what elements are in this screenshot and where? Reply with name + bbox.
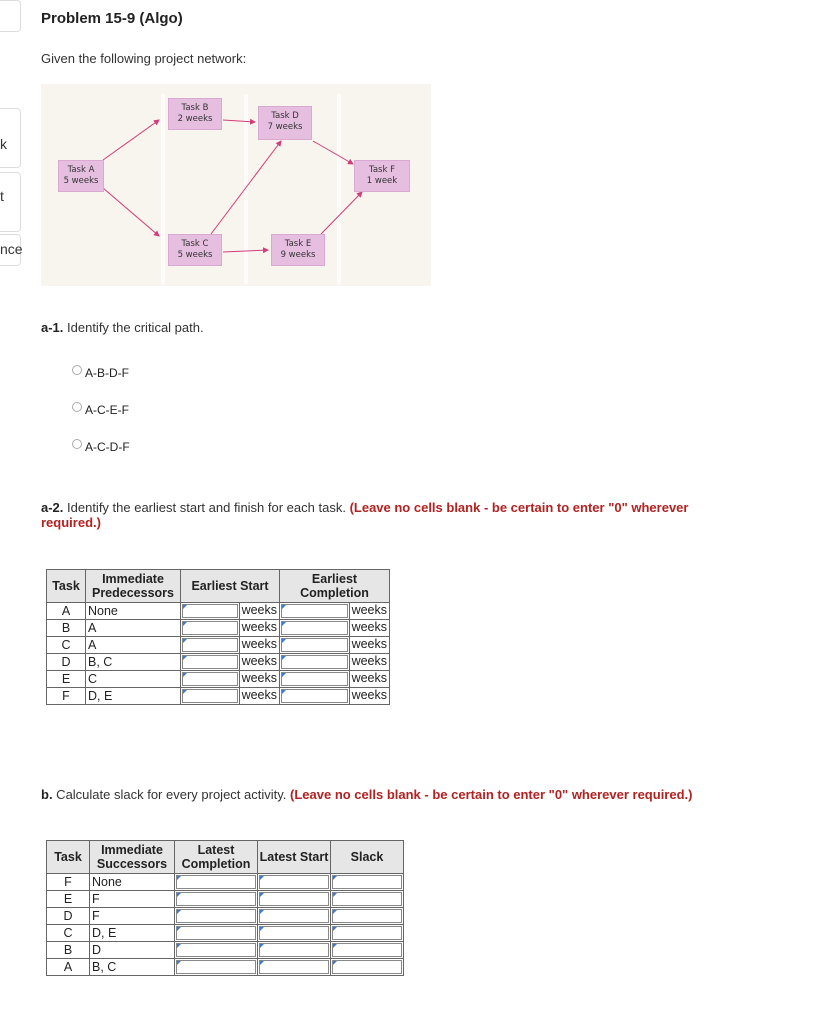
header-immediate-predecessors: Immediate Predecessors [86,570,181,603]
task-c-duration: 5 weeks [177,250,213,260]
slack-input[interactable] [332,909,402,923]
option-a-c-e-f[interactable] [72,403,129,417]
option-label: A-C-E-F [85,403,129,417]
header-earliest-completion: Earliest Completion [280,570,390,603]
task-cell: B [47,942,90,959]
arrow-c-d [211,141,281,234]
task-d-duration: 7 weeks [267,122,303,132]
earliest-completion-input[interactable] [281,621,348,635]
unit-label: weeks [239,654,279,670]
earliest-start-input[interactable] [182,638,238,652]
successor-cell: D, E [90,925,175,942]
task-b-node [168,98,222,130]
successor-cell: B, C [90,959,175,976]
table-row [47,603,390,620]
table-row [47,874,404,891]
task-f-name: Task F [369,165,395,175]
slack-input[interactable] [332,875,402,889]
radio-circle-icon[interactable] [72,402,82,412]
unit-label: weeks [349,654,389,670]
task-c-name: Task C [181,239,209,249]
task-cell: A [47,603,86,620]
table-row [47,654,390,671]
task-f-duration: 1 week [366,176,398,186]
earliest-start-input[interactable] [182,655,238,669]
task-b-duration: 2 weeks [177,114,213,124]
latest-completion-input[interactable] [176,960,256,974]
sidebar-fragment-1[interactable]: k [0,136,7,152]
radio-circle-icon[interactable] [72,439,82,449]
earliest-start-input[interactable] [182,604,238,618]
radio-circle-icon[interactable] [72,365,82,375]
earliest-start-input[interactable] [182,621,238,635]
table-row [47,671,390,688]
earliest-completion-input[interactable] [281,689,348,703]
option-a-c-d-f[interactable] [72,440,130,454]
table-row [47,637,390,654]
unit-label: weeks [349,603,389,619]
question-b-text: Calculate slack for every project activity. [52,787,291,802]
earliest-completion-input[interactable] [281,604,348,618]
task-e-name: Task E [284,239,312,249]
task-cell: B [47,620,86,637]
task-cell: F [47,688,86,705]
unit-label: weeks [349,688,389,704]
task-cell: C [47,637,86,654]
successor-cell: F [90,891,175,908]
header-earliest-start: Earliest Start [181,570,280,603]
question-a2-number: a-2. [41,500,64,515]
latest-completion-input[interactable] [176,875,256,889]
project-network-diagram [41,84,431,286]
unit-label: weeks [239,620,279,636]
earliest-times-table [46,569,390,705]
latest-completion-input[interactable] [176,909,256,923]
question-a1-number: a-1. [41,320,64,335]
earliest-completion-input[interactable] [281,638,348,652]
header-slack: Slack [331,841,404,874]
table-row [47,925,404,942]
successor-cell: None [90,874,175,891]
arrow-b-d [223,120,255,122]
option-label: A-C-D-F [85,440,130,454]
option-label: A-B-D-F [85,366,129,380]
predecessor-cell: D, E [86,688,181,705]
task-e-duration: 9 weeks [280,250,316,260]
latest-start-input[interactable] [259,892,329,906]
problem-intro: Given the following project network: [41,51,247,66]
task-cell: D [47,654,86,671]
earliest-completion-input[interactable] [281,655,348,669]
latest-completion-input[interactable] [176,943,256,957]
task-a-name: Task A [67,165,95,175]
task-a-duration: 5 weeks [63,176,99,186]
sidebar-fragment-2[interactable]: t [0,188,4,204]
latest-completion-input[interactable] [176,926,256,940]
slack-input[interactable] [332,943,402,957]
predecessor-cell: A [86,620,181,637]
task-cell: F [47,874,90,891]
arrow-a-b [103,120,159,160]
sidebar-card-top[interactable] [0,0,21,32]
arrow-a-c [103,188,159,236]
task-d-name: Task D [271,111,299,121]
slack-input[interactable] [332,926,402,940]
option-a-b-d-f[interactable] [72,366,129,380]
latest-start-input[interactable] [259,960,329,974]
arrow-c-e [223,250,268,252]
header-task: Task [47,841,90,874]
question-b [41,787,801,802]
latest-start-input[interactable] [259,943,329,957]
predecessor-cell: B, C [86,654,181,671]
problem-title: Problem 15-9 (Algo) [41,10,183,27]
question-a1 [41,320,204,335]
unit-label: weeks [239,671,279,687]
earliest-completion-input[interactable] [281,672,348,686]
table-row [47,688,390,705]
task-b-name: Task B [181,103,209,113]
table-row [47,891,404,908]
table-row [47,620,390,637]
predecessor-cell: None [86,603,181,620]
unit-label: weeks [349,637,389,653]
header-latest-start: Latest Start [258,841,331,874]
header-task: Task [47,570,86,603]
task-cell: A [47,959,90,976]
latest-start-input[interactable] [259,909,329,923]
latest-start-input[interactable] [259,875,329,889]
task-cell: C [47,925,90,942]
task-e-node [271,234,325,266]
table-row [47,908,404,925]
predecessor-cell: C [86,671,181,688]
sidebar-fragment-3[interactable]: nce [0,241,23,257]
earliest-start-input[interactable] [182,672,238,686]
arrow-e-f [321,192,362,234]
header-latest-completion: Latest Completion [175,841,258,874]
arrow-d-f [313,141,353,164]
question-b-instruction: (Leave no cells blank - be certain to enter "0" wherever required.) [290,787,693,802]
slack-table [46,840,404,976]
task-cell: E [47,891,90,908]
earliest-start-input[interactable] [182,689,238,703]
header-immediate-successors: Immediate Successors [90,841,175,874]
unit-label: weeks [349,671,389,687]
task-cell: E [47,671,86,688]
unit-label: weeks [349,620,389,636]
question-a1-text: Identify the critical path. [63,320,204,335]
question-a2-text: Identify the earliest start and finish for each task. [63,500,350,515]
task-f-node [354,160,410,192]
latest-start-input[interactable] [259,926,329,940]
unit-label: weeks [239,603,279,619]
task-c-node [168,234,222,266]
latest-completion-input[interactable] [176,892,256,906]
table-row [47,942,404,959]
unit-label: weeks [239,688,279,704]
successor-cell: F [90,908,175,925]
task-d-node [258,106,312,140]
question-a2 [41,500,731,530]
slack-input[interactable] [332,892,402,906]
predecessor-cell: A [86,637,181,654]
question-b-number: b. [41,787,53,802]
task-a-node [58,160,104,192]
task-cell: D [47,908,90,925]
unit-label: weeks [239,637,279,653]
question-a2-instruction: (Leave no cells blank - be certain to enter "0" wherever required.) [41,500,689,530]
table-row [47,959,404,976]
successor-cell: D [90,942,175,959]
slack-input[interactable] [332,960,402,974]
